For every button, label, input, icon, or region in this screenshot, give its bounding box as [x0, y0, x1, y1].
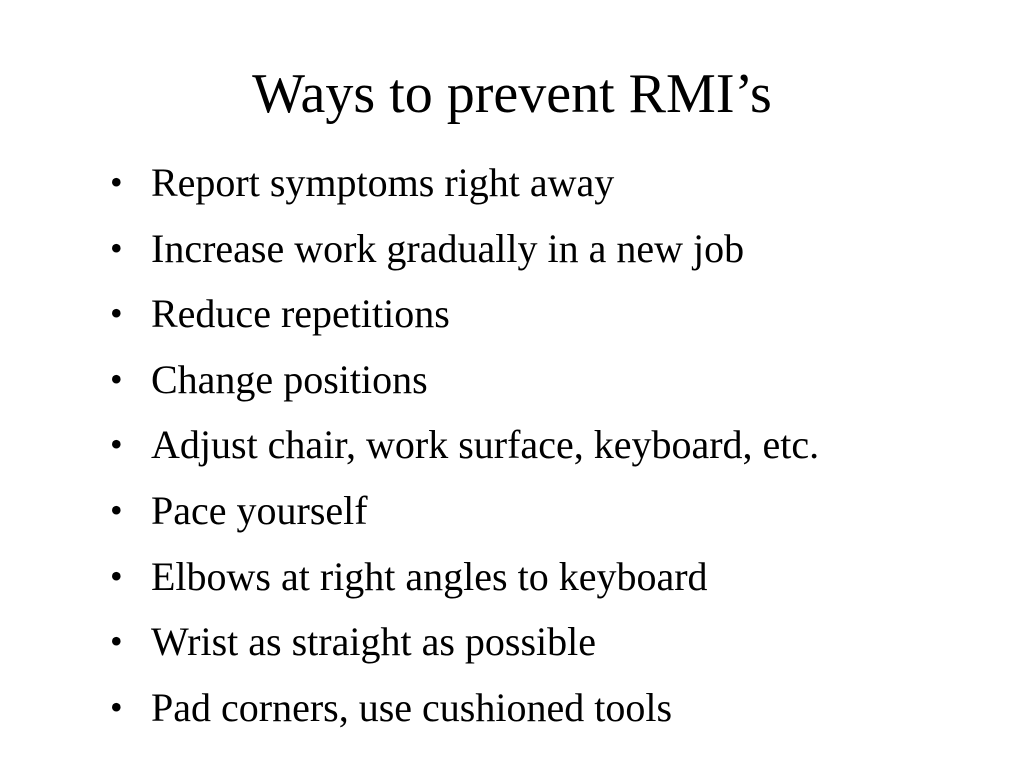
bullet-icon: • [110, 621, 123, 662]
bullet-icon: • [110, 686, 123, 727]
bullet-icon: • [110, 162, 123, 202]
bullet-icon: • [110, 358, 123, 399]
list-item-text: Wrist as straight as possible [151, 619, 596, 665]
list-item-text: Adjust chair, work surface, keyboard, etc. [151, 422, 820, 468]
bullet-icon: • [110, 555, 123, 596]
slide-title: Ways to prevent RMI’s [252, 63, 772, 125]
list-item-text: Pad corners, use cushioned tools [151, 684, 673, 730]
list-item-text: Increase work gradually in a new job [151, 225, 745, 271]
list-item-text: Pace yourself [151, 487, 368, 533]
list-item-text: Change positions [151, 356, 428, 402]
list-item-text: Report symptoms right away [151, 160, 615, 205]
list-item-text: Elbows at right angles to keyboard [151, 553, 708, 599]
bullet-icon: • [110, 227, 123, 268]
list-item-text: Reduce repetitions [151, 291, 450, 337]
bullet-icon: • [110, 489, 123, 530]
bullet-icon: • [110, 424, 123, 465]
bullet-icon: • [110, 293, 123, 334]
